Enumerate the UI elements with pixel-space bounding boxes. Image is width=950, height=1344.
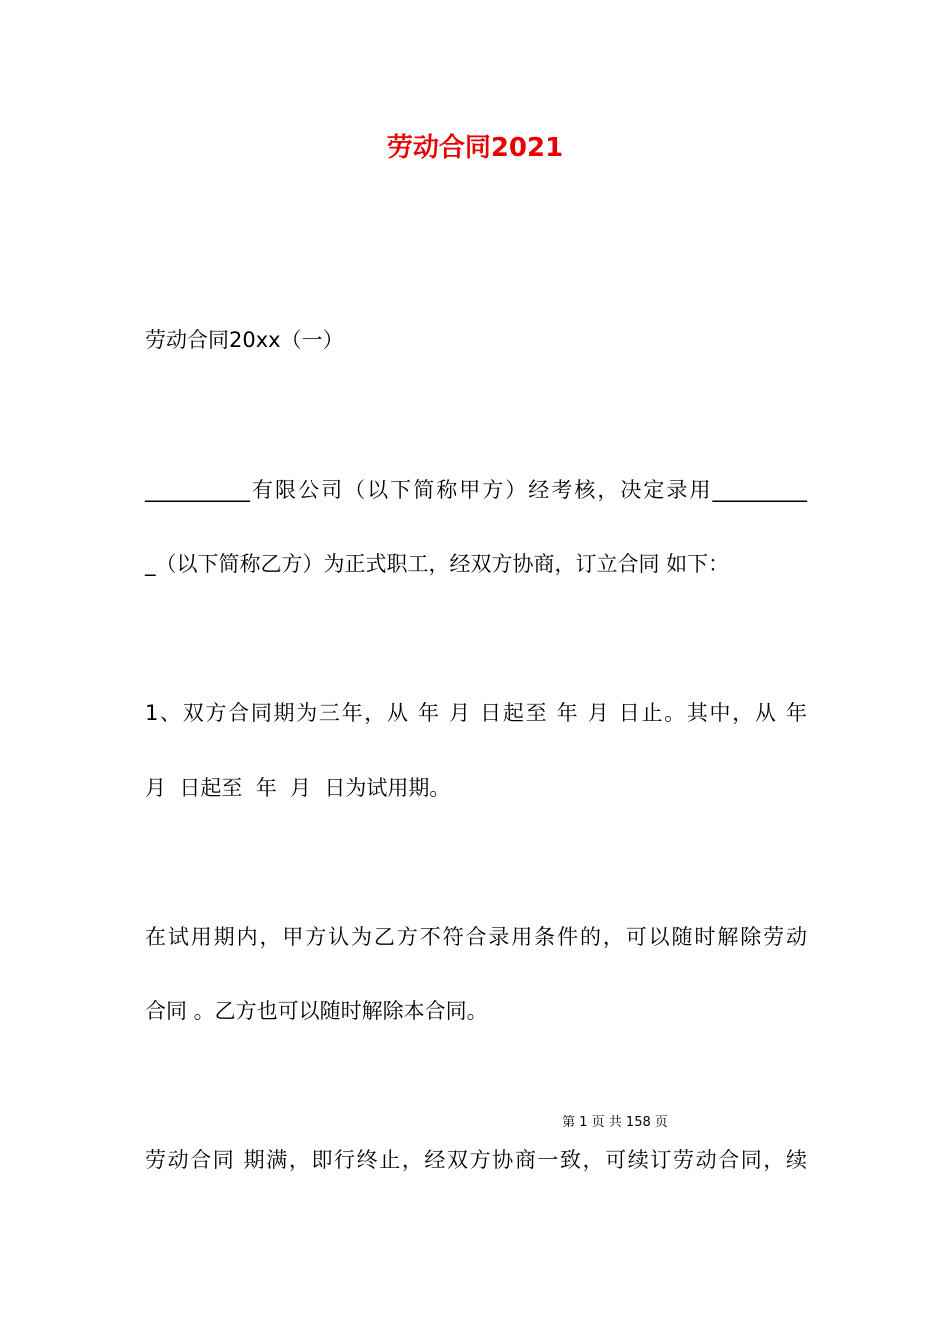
paragraph-line: 在试用期内，甲方认为乙方不符合录用条件的，可以随时解除劳动 xyxy=(145,925,807,949)
paragraph-line: 合同 。乙方也可以随时解除本合同。 xyxy=(145,999,488,1023)
contract-heading: 劳动合同20xx（一） xyxy=(145,328,344,352)
paragraph-line: 月 日起至 年 月 日为试用期。 xyxy=(145,776,451,800)
paragraph-line: 劳动合同 期满，即行终止，经双方协商一致，可续订劳动合同，续 xyxy=(145,1148,807,1172)
page-number: 第 1 页 共 158 页 xyxy=(562,1115,668,1130)
document-title: 劳动合同2021 xyxy=(386,133,564,163)
paragraph-line: __________有限公司（以下简称甲方）经考核，决定录用_________ xyxy=(145,478,807,502)
paragraph-line: 1、双方合同期为三年，从 年 月 日起至 年 月 日止。其中，从 年 xyxy=(145,701,807,725)
paragraph-line: _（以下简称乙方）为正式职工，经双方协商，订立合同 如下： xyxy=(145,552,730,576)
